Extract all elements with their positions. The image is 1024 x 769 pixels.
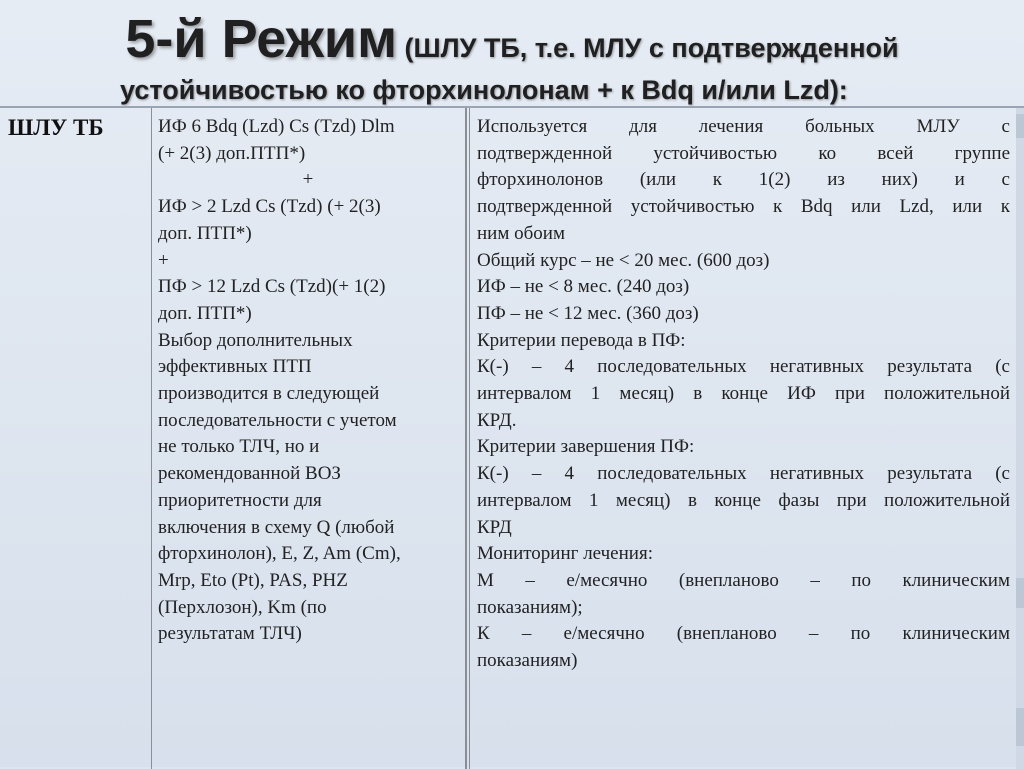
regimen-line: Выбор дополнительных [158,329,353,351]
regimen-line: эффективных ПТП [158,356,312,378]
edge-marker [1016,114,1024,138]
description-line: М – е/месячно (внепланово – по клиническим [477,569,1010,591]
regimen-line: + [302,169,314,191]
description-line: ним обоим [477,222,565,244]
regimen-line: доп. ПТП*) [158,302,252,324]
slide-title [0,0,1024,106]
regimen-line: не только ТЛЧ, но и [158,436,320,458]
title-subtitle-part-2: устойчивостью ко фторхинолонам + к Bdq и/или Lzd): [120,75,848,105]
regimen-line: + [158,249,169,271]
regimen-line: фторхинолон), E, Z, Am (Cm), [158,543,401,565]
regimen-line: (+ 2(3) доп.ПТП*) [158,142,306,164]
description-line: Используется для лечения больных МЛУ с [477,116,1010,137]
regimen-line: (Перхлозон), Km (по [158,596,327,618]
regimen-line: включения в схему Q (любой [158,516,395,538]
description-line: Критерии перевода в ПФ: [477,329,686,351]
regimen-line: производится в следующей [158,383,380,405]
edge-marker [1016,578,1024,608]
description-line: интервалом 1 месяц) в конце фазы при положительной [477,489,1010,511]
description-line: К – е/месячно (внепланово – по клиническим [477,623,1010,645]
regimen-line: Mrp, Eto (Pt), PAS, PHZ [158,569,348,591]
regimen-line: доп. ПТП*) [158,222,252,244]
regimen-line: последовательности с учетом [158,409,397,431]
title-main: 5-й Режим [125,9,398,69]
regimen-line: рекомендованной ВОЗ [158,463,341,485]
description-line: показаниям); [477,596,583,618]
right-edge-strip [1016,108,1024,769]
description-line: фторхинолонов (или к 1(2) из них) и с [477,169,1010,191]
description-line: К(-) – 4 последовательных негативных результата (с [477,463,1010,485]
regimen-line: ИФ 6 Bdq (Lzd) Cs (Tzd) Dlm [158,116,395,137]
row-label-xdr-tb: ШЛУ ТБ [8,115,104,140]
description-line: интервалом 1 месяц) в конце ИФ при положительной [477,383,1010,405]
description-line: ИФ – не < 8 мес. (240 доз) [477,276,690,298]
description-line: ПФ – не < 12 мес. (360 доз) [477,302,699,324]
regimen-line: приоритетности для [158,489,322,511]
description-line: показаниям) [477,650,578,672]
description-line: К(-) – 4 последовательных негативных результата (с [477,356,1010,378]
regimen-line: результатам ТЛЧ) [158,623,302,645]
regimen-line: ИФ > 2 Lzd Cs (Tzd) (+ 2(3) [158,196,381,218]
description-line: Критерии завершения ПФ: [477,436,695,458]
table-column-category [0,108,152,769]
description-line: подтвержденной устойчивостью к Bdq или Lzd, или к [477,196,1010,218]
regimen-line: ПФ > 12 Lzd Cs (Tzd)(+ 1(2) [158,276,386,298]
description-line: Общий курс – не < 20 мес. (600 доз) [477,249,770,271]
edge-marker [1016,708,1024,746]
regimen-table [0,106,1024,769]
description-line: подтвержденной устойчивостью ко всей группе [477,142,1010,164]
regimen-text [158,114,458,648]
title-subtitle-part-1: (ШЛУ ТБ, т.е. МЛУ с подтвержденной [397,33,899,63]
description-line: Мониторинг лечения: [477,543,653,565]
description-text [477,114,1010,675]
description-line: КРД. [477,409,517,431]
description-line: КРД [477,516,512,538]
